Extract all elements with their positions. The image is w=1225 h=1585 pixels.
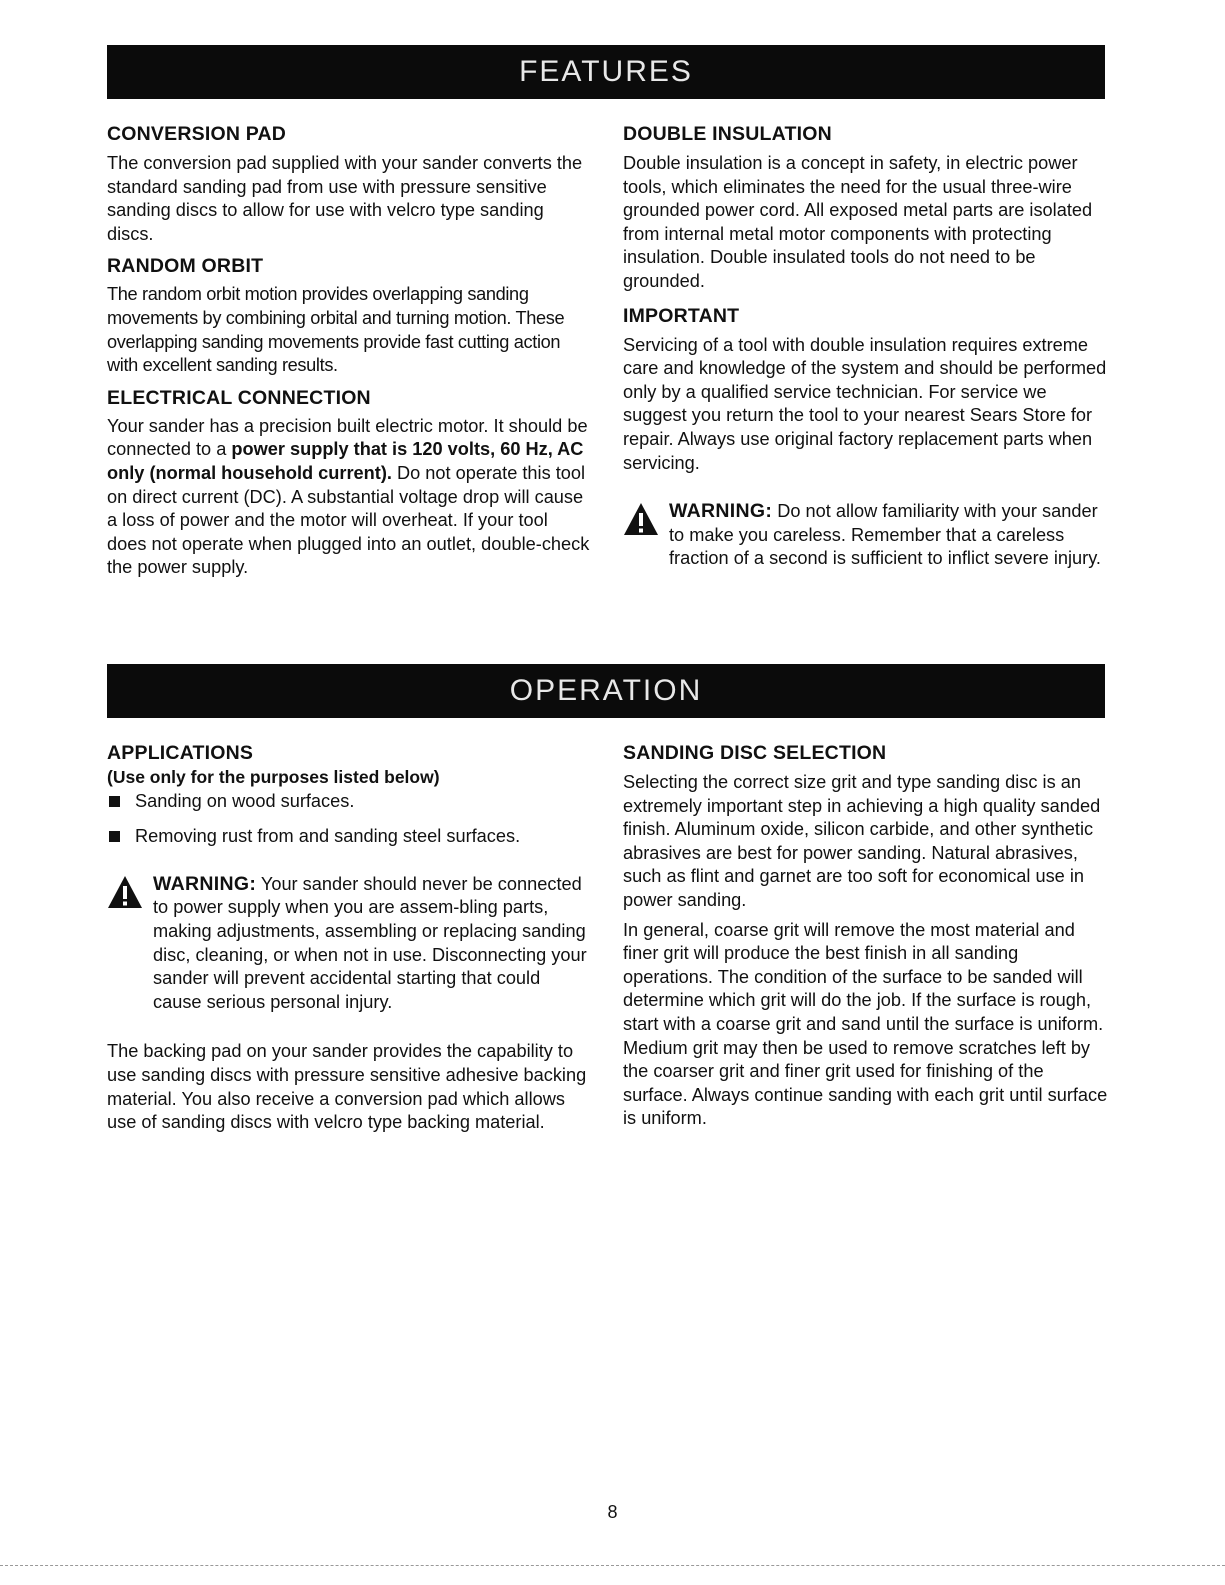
conversion-pad-heading: CONVERSION PAD [107, 123, 287, 145]
operation-right-column [623, 740, 1108, 1131]
random-orbit-heading: RANDOM ORBIT [107, 255, 264, 278]
bullet-icon [109, 796, 120, 807]
applications-heading: APPLICATIONS [107, 742, 254, 764]
features-warning-label: WARNING: [669, 500, 773, 523]
sanding-disc-selection-heading: SANDING DISC SELECTION [623, 742, 887, 764]
electrical-connection-text-post: Do not operate this tool on direct current (DC). A substantial voltage drop will cause a loss of power and the motor will overheat. If your tool does not operate when plugged into an outlet, double-check the power supply. [107, 462, 590, 578]
operation-left-column [107, 740, 592, 1135]
random-orbit-text: The random orbit motion provides overlapping sanding movements by combining orbital and turning motion. These overlapping sanding movements provide fast cutting action with excellent sanding results. [107, 284, 565, 376]
warning-icon [623, 502, 659, 536]
applications-warning [107, 873, 592, 1015]
bottom-divider [0, 1565, 1225, 1566]
warning-icon [107, 875, 143, 909]
double-insulation-text: Double insulation is a concept in safety, in electric power tools, which eliminates the need for the usual three-wire grounded power cord. All exposed metal parts are isolated from internal metal motor components with protecting insulation. Double insulated tools do not need to be grounded. [623, 153, 1093, 291]
list-item [107, 790, 592, 814]
list-item [107, 825, 592, 849]
sanding-disc-text-1: Selecting the correct size grit and type sanding disc is an extremely important step in achieving a high quality sanded finish. Aluminum oxide, silicon carbide, and other synthetic abrasives are best for power sanding. Natural abrasives, such as flint and garnet are too soft for economical use in power sanding. [623, 772, 1101, 910]
power-supply-requirement: power supply that is 120 volts, 60 Hz, AC only (normal household current). [107, 439, 584, 483]
list-item-text: Removing rust from and sanding steel surfaces. [135, 826, 521, 847]
electrical-connection-text [107, 415, 592, 580]
backing-pad-text: The backing pad on your sander provides the capability to use sanding discs with pressure sensitive adhesive backing material. You also receive a conversion pad which allows use of sanding discs with velcro type backing material. [107, 1041, 587, 1133]
double-insulation-heading: DOUBLE INSULATION [623, 123, 832, 145]
applications-warning-text: Your sander should never be connected to power supply when you are assem-bling parts, making adjustments, assembling or replacing sanding disc, cleaning, or when not in use. Disconnecting your sander will prevent accidental starting that could cause serious personal injury. [153, 873, 587, 1012]
features-right-column [623, 121, 1108, 571]
electrical-connection-heading: ELECTRICAL CONNECTION [107, 386, 371, 409]
conversion-pad-text: The conversion pad supplied with your sander converts the standard sanding pad from use with pressure sensitive sanding discs to allow for use with velcro type sanding discs. [107, 153, 583, 244]
important-heading: IMPORTANT [623, 304, 740, 327]
features-warning-text: Do not allow familiarity with your sander to make you careless. Remember that a careless fraction of a second is sufficient to inflict severe injury. [669, 501, 1101, 569]
features-left-column [107, 121, 592, 580]
features-banner: FEATURES [107, 45, 1105, 99]
page-number: 8 [607, 1502, 618, 1522]
sanding-disc-text-2: In general, coarse grit will remove the most material and finer grit will produce the best finish in all sanding operations. The condition of the surface to be sanded will determine which grit will do the job. If the surface is rough, start with a coarse grit and sand until the surface is uniform. Medium grit may then be used to remove scratches left by the coarser grit and finer grit used for finishing of the surface. Always continue sanding with each grit until surface is uniform. [623, 919, 1108, 1129]
list-item-text: Sanding on wood surfaces. [135, 790, 355, 811]
operation-banner: OPERATION [107, 664, 1105, 718]
applications-warning-label: WARNING: [153, 872, 257, 895]
bullet-icon [109, 831, 120, 842]
important-text: Servicing of a tool with double insulation requires extreme care and knowledge of the system and should be performed only by a qualified service technician. For service we suggest you return the tool to your nearest Sears Store for repair. Always use original factory replacement parts when servicing. [623, 334, 1107, 473]
features-warning [623, 500, 1108, 571]
applications-subheading: (Use only for the purposes listed below) [107, 767, 440, 787]
electrical-connection-text-pre: Your sander has a precision built electric motor. It should be connected to a [107, 415, 588, 460]
